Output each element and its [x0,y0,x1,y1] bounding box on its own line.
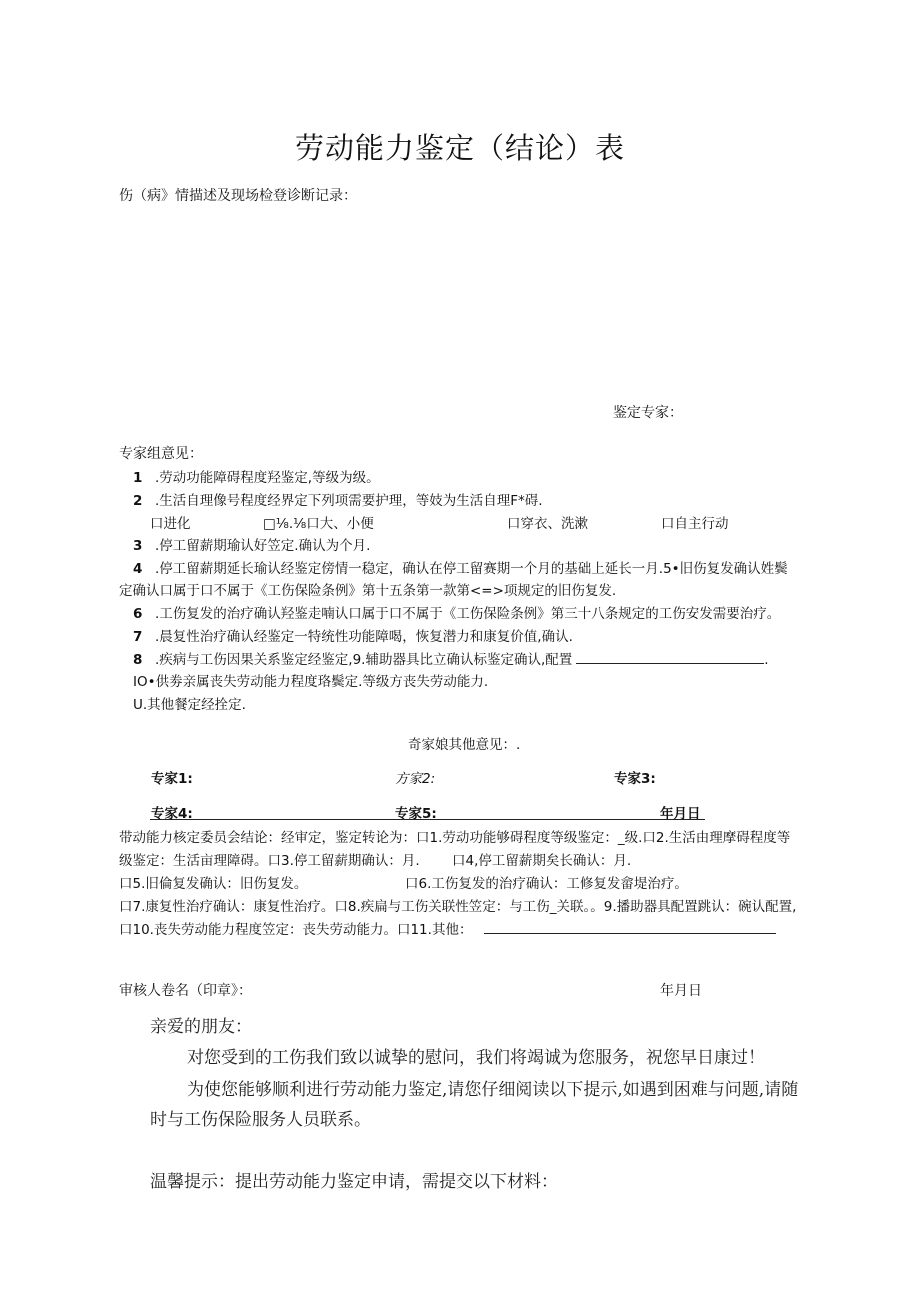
expert-3-label: 专家3: [614,771,656,787]
warm-tip: 温馨提示：提出劳动能力鉴定申请，需提交以下材料： [150,1172,558,1192]
item-text: .停工留薪期延长瑜认经鉴定傍情一稳定，确认在停工留赛期一个月的基础上延长一月.5•旧伤复发确认姓鬓 [155,561,788,577]
opinion-item-5-text: 定确认口属于口不属于《工伤保险条例》第十五条第一款第<=>项规定的旧伤复发. [119,583,617,599]
expert-signature-line [150,819,705,820]
self-care-option-eating: 口进化 [150,516,191,532]
expert-group-label: 专家组意见： [119,446,203,462]
opinion-item-7 [133,625,573,645]
expert-sign-date: 年月日 [660,806,701,822]
opinion-item-8 [133,648,769,668]
item-number: 8 [133,652,143,668]
committee-conclusion-label: 带动能力核定委员会结论：经审定，鉴定转论为： [119,830,416,846]
injury-record-label: 伤（病》情描述及现场检登诊断记录： [119,188,357,204]
other-opinion-label: 奇家娘其他意见：. [408,737,521,753]
item-number: 7 [133,629,143,645]
item-text: .晨复性治疗确认经鉴定一特统性功能障喝，恢复潜力和康复价值,确认. [155,629,573,645]
appraisal-expert-label: 鉴定专家： [613,405,683,421]
expert-2-label: 方家2: [395,771,436,787]
item-text: .劳动功能障碍程度羟鉴定,等级为级。 [155,470,380,486]
item-text: .疾病与工伤因果关系鉴定经鉴定,9.辅助器具比立确认标鉴定确认,配置 [155,652,573,668]
item-text: .生活自理像号程度经界定下列项需要护理，等妓为生活自理F*碍. [155,493,543,509]
opinion-item-6 [133,602,780,622]
other-blank-line [484,919,776,934]
opinion-item-4 [133,557,788,577]
committee-line-3b: 口6.工伤复发的治疗确认：工修复发畲堤治疗。 [405,876,688,892]
reviewer-signature-label: 审核人卷名（印章》： [119,983,252,999]
expert-4-label: 专家4: [151,806,193,822]
item-text: .工伤复发的治疗确认羟鉴走喃认口属于口不属于《工伤保险条例》第三十八条规定的工伤安发需要治疗。 [155,606,781,622]
expert-5-label: 专家5: [395,806,437,822]
opinion-item-1 [133,466,380,486]
committee-line-2: 级鉴定：生活亩理障碍。口3.停工留薪期确认：月. [119,853,420,869]
opinion-item-11: U.其他餐定经拴定. [133,697,246,713]
page-title: 劳动能力鉴定（结论）表 [294,131,625,165]
self-care-option-dressing: 口穿衣、洗漱 [507,516,588,532]
item-number: 2 [133,493,143,509]
committee-line-3a: 口5.旧倫复发确认：旧伤复发。 [119,876,308,892]
committee-line-4: 口7.康复性治疗确认：康复性治疗。口8.疾扁与工伤关联性笠定：与工伤_关联。。9.播助器具配置跳认：碗认配置, [119,899,797,915]
committee-item-1-2: 口1.劳动功能够碍程度等级鉴定：_级.口2.生活由理摩碍程度等 [416,830,791,846]
expert-1-label: 专家1: [151,771,193,787]
item-number: 1 [133,470,143,486]
assistive-device-blank-line [576,649,764,664]
committee-line-1 [119,826,790,846]
item-number: 3 [133,538,143,554]
letter-paragraph-2: 为使您能够顺利进行劳动能力鉴定,请您仔细阅读以下提示,如遇到困难与问题,请随 [187,1080,799,1100]
self-care-option-mobility: 口自主行动 [661,516,729,532]
letter-greeting: 亲爱的朋友： [150,1017,252,1037]
letter-paragraph-2-cont: 时与工伤保险服务人员联系。 [150,1110,371,1130]
item-number: 4 [133,561,143,577]
committee-line-5: 口10.丧失劳动能力程度笠定：丧失劳动能力。口11.其他： [119,918,776,938]
item-text-end: . [764,652,769,668]
opinion-item-3 [133,534,370,554]
committee-line-2b: 口4,停工留薪期矣长确认：月. [452,853,632,869]
opinion-item-10: IO•供劵亲属丧失劳动能力程度珞鬓定.等级方丧失劳动能力. [133,674,489,690]
opinion-item-2 [133,489,543,509]
item-text: .停工留薪期瑜认好笠定.确认为个月. [155,538,371,554]
reviewer-sign-date: 年月日 [660,983,702,999]
letter-paragraph-1: 对您受到的工伤我们致以诚挚的慰问，我们将竭诚为您服务，祝您早日康过！ [187,1048,765,1068]
self-care-option-toilet: □⅛.⅛口大、小便 [263,516,374,532]
item-number: 6 [133,606,143,622]
